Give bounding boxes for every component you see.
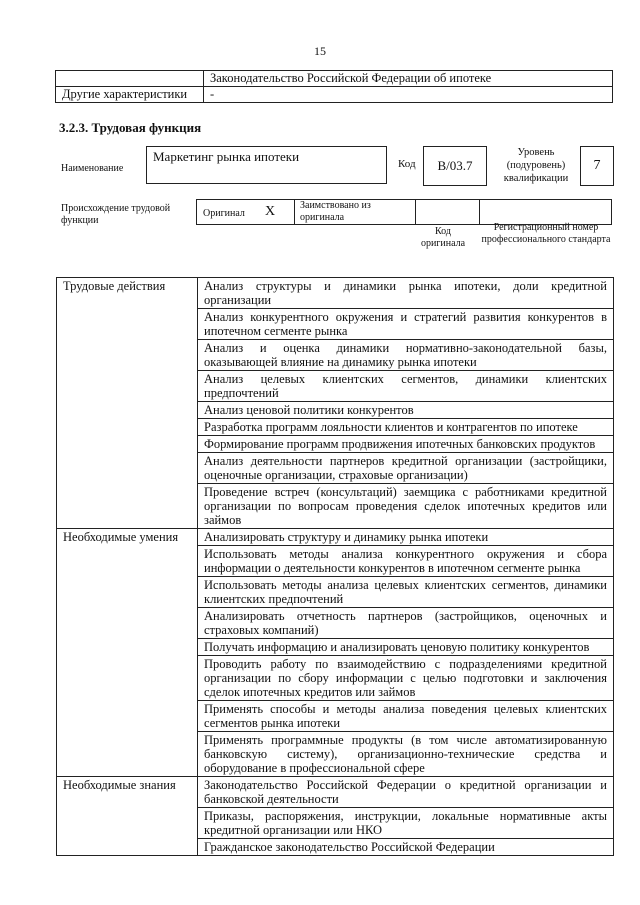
category-cell: Трудовые действия [57, 278, 198, 529]
table-cell-value: - [204, 87, 613, 103]
qualification-level-box: 7 [580, 146, 614, 186]
origin-divider [415, 200, 416, 224]
section-title: 3.2.3. Трудовая функция [59, 120, 202, 135]
table-row [57, 529, 614, 546]
labor-function-table [56, 277, 614, 856]
item-cell: Применять способы и методы анализа поведения целевых клиентских сегментов рынка ипотеки [198, 701, 614, 732]
function-name-box: Маркетинг рынка ипотеки [146, 146, 387, 184]
registration-number-caption: Регистрационный номер профессионального стандарта [481, 222, 611, 245]
original-label: Оригинал [203, 208, 245, 219]
original-mark: X [265, 204, 276, 219]
code-label: Код [398, 158, 416, 170]
item-cell: Анализ деятельности партнеров кредитной организации (застройщики, оценочные организации, страховые организации) [198, 453, 614, 484]
item-cell: Анализировать отчетность партнеров (застройщиков, оценочных и страховых компаний) [198, 608, 614, 639]
borrowed-label: Заимствовано из оригинала [300, 200, 371, 223]
item-cell: Получать информацию и анализировать ценовую политику конкурентов [198, 639, 614, 656]
table-row [56, 71, 613, 87]
item-cell: Использовать методы анализа целевых клиентских сегментов, динамики клиентских предпочтений [198, 577, 614, 608]
item-cell: Законодательство Российской Федерации о кредитной организации и банковской деятельности [198, 777, 614, 808]
item-cell: Проведение встреч (консультаций) заемщика с работниками кредитной организации по вопросам проведения сделок ипотечных кредитов или займов [198, 484, 614, 529]
item-cell: Анализ структуры и динамики рынка ипотеки, доли кредитной организации [198, 278, 614, 309]
item-cell: Анализ целевых клиентских сегментов, динамики клиентских предпочтений [198, 371, 614, 402]
item-cell: Использовать методы анализа конкурентного окружения и сбора информации о деятельности конкурентов в ипотечном сегменте рынка [198, 546, 614, 577]
name-label: Наименование [61, 163, 124, 174]
category-cell: Необходимые знания [57, 777, 198, 856]
item-cell: Анализировать структуру и динамику рынка ипотеки [198, 529, 614, 546]
original-code-caption: Код оригинала [420, 226, 466, 249]
table-cell-value: Законодательство Российской Федерации об ипотеке [204, 71, 613, 87]
item-cell: Разработка программ лояльности клиентов и контрагентов по ипотеке [198, 419, 614, 436]
page-number: 15 [314, 44, 326, 58]
item-cell: Анализ и оценка динамики нормативно-законодательной базы, оказывающей влияние на динамику рынка ипотеки [198, 340, 614, 371]
function-code-box: B/03.7 [423, 146, 487, 186]
origin-label: Происхождение трудовой функции [61, 203, 171, 226]
table-cell-label [56, 71, 204, 87]
item-cell: Применять программные продукты (в том числе автоматизированную банковскую систему), организационно-технические средства и оборудование в профессиональной сфере [198, 732, 614, 777]
origin-divider [479, 200, 480, 224]
table-cell-label: Другие характеристики [56, 87, 204, 103]
item-cell: Проводить работу по взаимодействию с подразделениями кредитной организации по сбору информации с целью подготовки и заключения сделок ипотечных кредитов или займов [198, 656, 614, 701]
item-cell: Гражданское законодательство Российской Федерации [198, 839, 614, 856]
item-cell: Приказы, распоряжения, инструкции, локальные нормативные акты кредитной организации или НКО [198, 808, 614, 839]
top-characteristics-table [55, 70, 613, 103]
qualification-level-label: Уровень (подуровень) квалификации [503, 147, 569, 184]
table-row [57, 278, 614, 309]
origin-divider [294, 200, 295, 224]
category-cell: Необходимые умения [57, 529, 198, 777]
table-row [56, 87, 613, 103]
table-row [57, 777, 614, 808]
item-cell: Анализ конкурентного окружения и стратегий развития конкурентов в ипотечном сегменте рынка [198, 309, 614, 340]
item-cell: Анализ ценовой политики конкурентов [198, 402, 614, 419]
item-cell: Формирование программ продвижения ипотечных банковских продуктов [198, 436, 614, 453]
